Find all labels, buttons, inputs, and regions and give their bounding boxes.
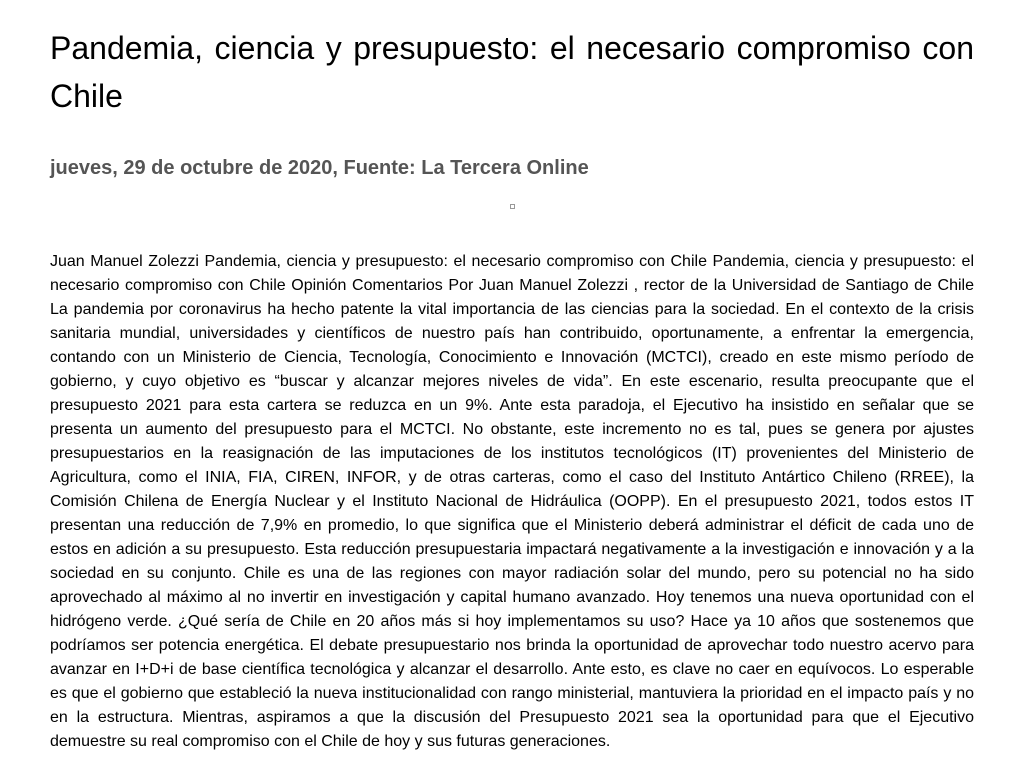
article-image [50, 204, 974, 220]
broken-image-icon [510, 204, 515, 209]
article-body: Juan Manuel Zolezzi Pandemia, ciencia y presupuesto: el necesario compromiso con Chile Pandemia, ciencia y presupuesto: el necesario compromiso con Chile Opinión Comentarios Por Juan Manuel Zolezzi , rector de la Universidad de Santiago de Chile La pandemia por coronavirus ha hecho patente la vital importancia de las ciencias para la sociedad. En el contexto de la crisis sanitaria mundial, universidades y científicos de nuestro país han contribuido, oportunamente, a enfrentar la emergencia, contando con un Ministerio de Ciencia, Tecnología, Conocimiento e Innovación (MCTCI), creado en este mismo período de gobierno, y cuyo objetivo es “buscar y alcanzar mejores niveles de vida”. En este escenario, resulta preocupante que el presupuesto 2021 para esta cartera se reduzca en un 9%. Ante esta paradoja, el Ejecutivo ha insistido en señalar que se presenta un aumento del presupuesto para el MCTCI. No obstante, este incremento no es tal, pues se genera por ajustes presupuestarios en la reasignación de las imputaciones de los institutos tecnológicos (IT) provenientes del Ministerio de Agricultura, como el INIA, FIA, CIREN, INFOR, y de otras carteras, como el caso del Instituto Antártico Chileno (RREE), la Comisión Chilena de Energía Nuclear y el Instituto Nacional de Hidráulica (OOPP). En el presupuesto 2021, todos estos IT presentan una reducción de 7,9% en promedio, lo que significa que el Ministerio deberá administrar el déficit de cada uno de estos en adición a su presupuesto. Esta reducción presupuestaria impactará negativamente a la investigación e innovación y a la sociedad en su conjunto. Chile es una de las regiones con mayor radiación solar del mundo, pero su potencial no ha sido aprovechado al máximo al no invertir en investigación y capital humano avanzado. Hoy tenemos una nueva oportunidad con el hidrógeno verde. ¿Qué sería de Chile en 20 años más si hoy implementamos su uso? Hace ya 10 años que sostenemos que podríamos ser potencia energética. El debate presupuestario nos brinda la oportunidad de aprovechar todo nuestro acervo para avanzar en I+D+i de base científica tecnológica y alcanzar el desarrollo. Ante esto, es clave no caer en equívocos. Lo esperable es que el gobierno que estableció la nueva institucionalidad con rango ministerial, mantuviera la prioridad en el impacto país y no en la estructura. Mientras, aspiramos a que la discusión del Presupuesto 2021 sea la oportunidad para que el Ejecutivo demuestre su real compromiso con el Chile de hoy y sus futuras generaciones. [50, 253, 974, 750]
article-title: Pandemia, ciencia y presupuesto: el necesario compromiso con Chile [50, 30, 974, 114]
article-date-source: jueves, 29 de octubre de 2020, Fuente: La Tercera Online [50, 157, 589, 179]
